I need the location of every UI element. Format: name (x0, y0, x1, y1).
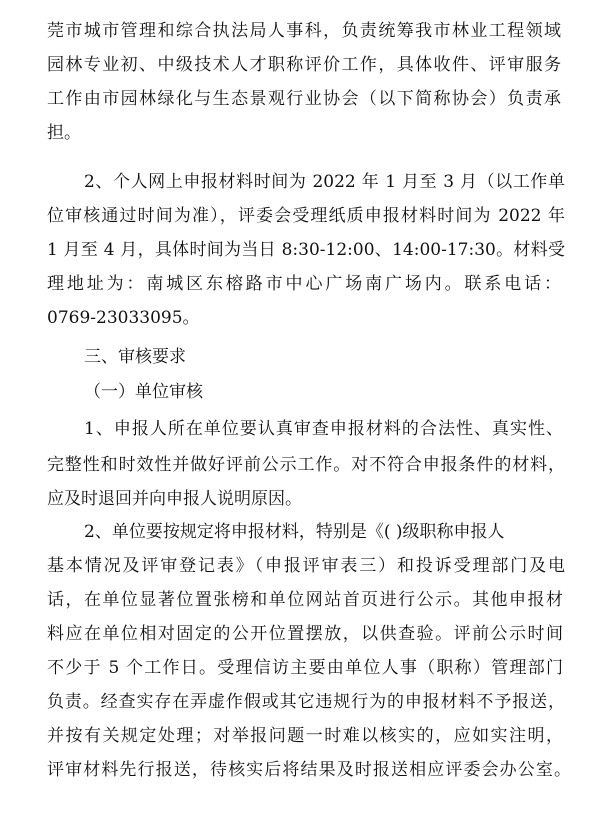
paragraph-4-line-4: 料应在单位相对固定的公开位置摆放，以供查验。评前公示时间 (47, 624, 563, 644)
paragraph-3-line-3: 应及时退回并向申报人说明原因。 (47, 489, 302, 509)
text-line-4: 担。 (47, 123, 81, 143)
paragraph-4-line-8: 评审材料先行报送，待核实后将结果及时报送相应评委会办公室。 (47, 760, 571, 780)
subsection-heading: （一）单位审核 (84, 382, 203, 402)
section-heading: 三、审核要求 (84, 347, 186, 367)
paragraph-2-line-3: 1 月至 4 月，具体时间为当日 8:30-12:00、14:00-17:30。材料受 (47, 240, 565, 260)
paragraph-2-line-5: 0769-23033095。 (47, 308, 200, 328)
paragraph-2-line-4: 理地址为：南城区东榕路市中心广场南广场内。联系电话： (47, 274, 561, 294)
text-line-3: 工作由市园林绿化与生态景观行业协会（以下简称协会）负责承 (47, 89, 561, 109)
paragraph-4-line-2: 基本情况及评审登记表》（申报评审表三）和投诉受理部门及电 (47, 556, 565, 576)
paragraph-2-line-1: 2、个人网上申报材料时间为 2022 年 1 月至 3 月（以工作单 (84, 172, 565, 192)
paragraph-2-line-2: 位审核通过时间为准），评委会受理纸质申报材料时间为 2022 年 (47, 206, 565, 226)
paragraph-4-line-7: 并按有关规定处理；对举报问题一时难以核实的，应如实注明， (47, 726, 563, 746)
text-line-1: 莞市城市管理和综合执法局人事科，负责统筹我市林业工程领域 (47, 21, 561, 41)
paragraph-3-line-2: 完整性和时效性并做好评前公示工作。对不符合申报条件的材料， (47, 455, 565, 475)
paragraph-4-line-1: 2、单位要按规定将申报材料，特别是《( )级职称申报人 (84, 522, 505, 542)
paragraph-4-line-5: 不少于 5 个工作日。受理信访主要由单位人事（职称）管理部门 (47, 658, 563, 678)
paragraph-3-line-1: 1、申报人所在单位要认真审查申报材料的合法性、真实性、 (84, 419, 563, 439)
text-line-2: 园林专业初、中级技术人才职称评价工作，具体收件、评审服务 (47, 55, 561, 75)
paragraph-4-line-6: 负责。经查实存在弄虚作假或其它违规行为的申报材料不予报送， (47, 692, 565, 712)
paragraph-4-line-3: 话，在单位显著位置张榜和单位网站首页进行公示。其他申报材 (47, 590, 563, 610)
